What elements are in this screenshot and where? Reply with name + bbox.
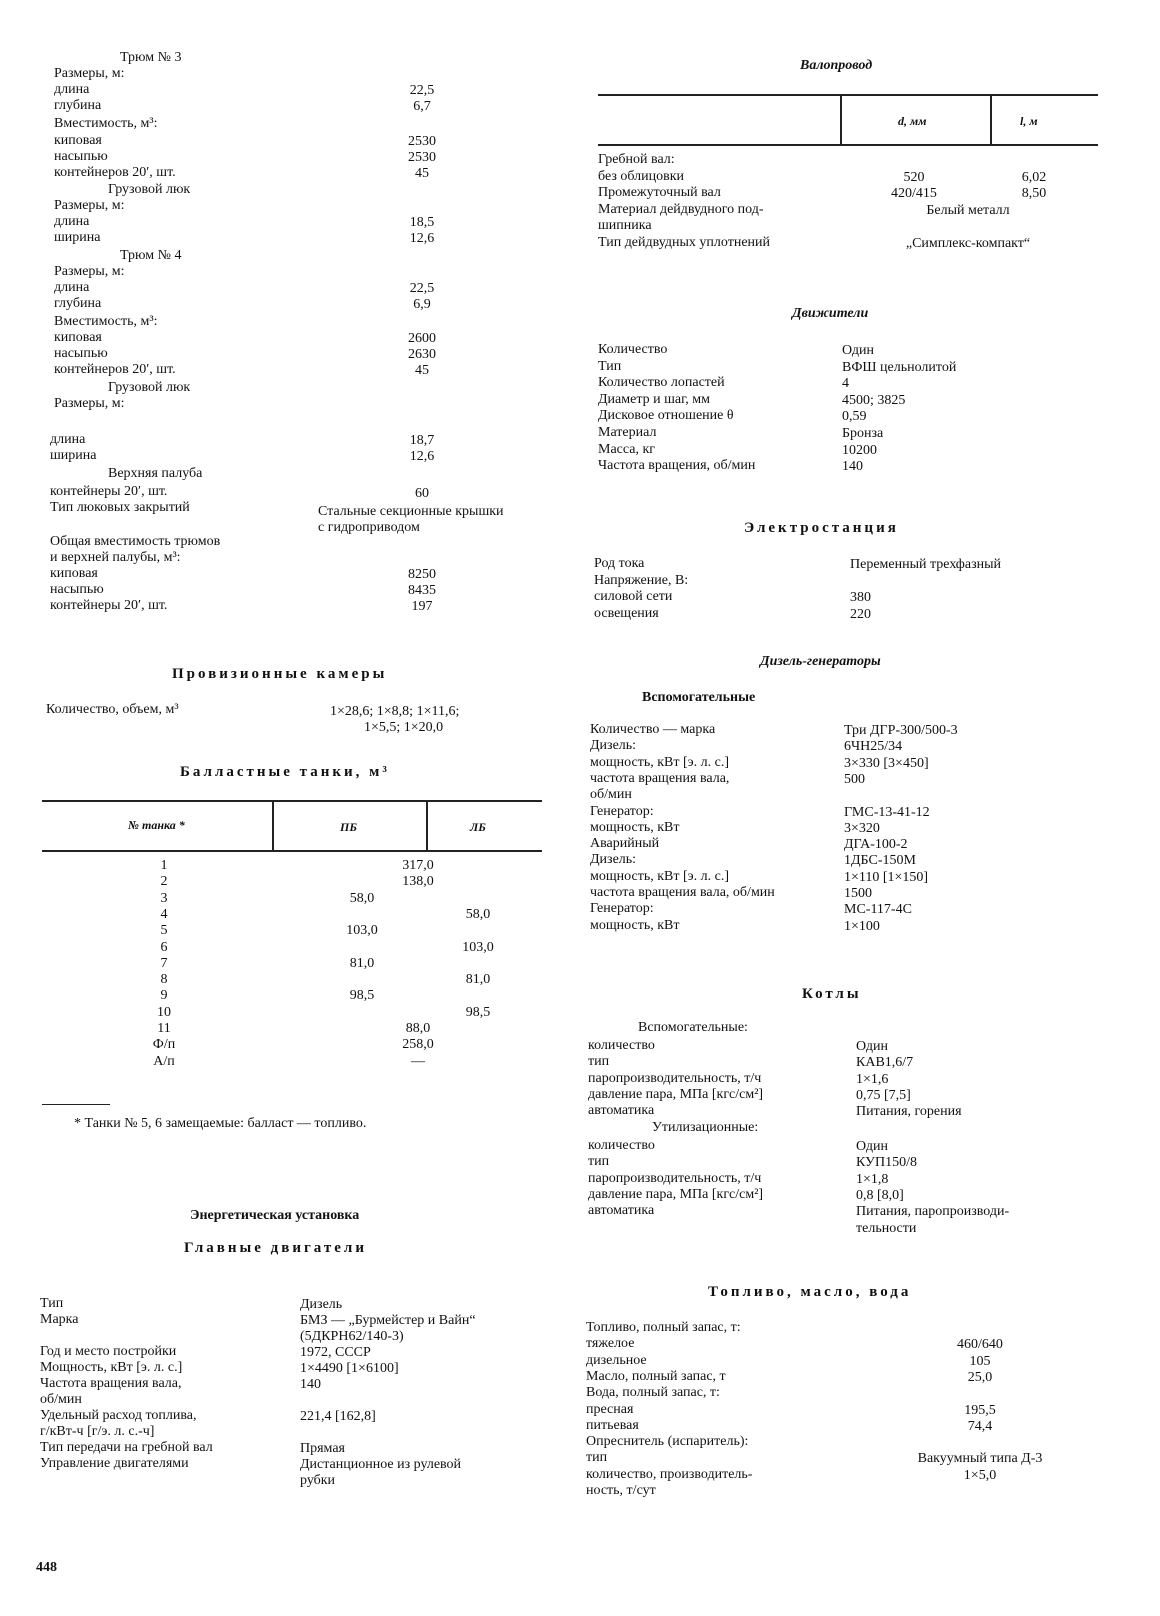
power-rows-label: г/кВт-ч [г/э. л. с.-ч] xyxy=(40,1424,155,1439)
propulsor-rows-label: Количество лопастей xyxy=(598,375,725,391)
power-plant-rows-value: 220 xyxy=(850,606,871,622)
gensets-aux-title: Вспомогательные xyxy=(642,690,756,705)
hatch-type-value-1: Стальные секционные крышки xyxy=(318,504,504,519)
genset-rows-value: 6ЧН25/34 xyxy=(844,739,903,755)
boiler-util-rows-value: КУП150/8 xyxy=(856,1155,917,1171)
propulsor-rows-value: Один xyxy=(842,343,875,358)
genset-rows-label: Генератор: xyxy=(590,803,654,819)
shafting-row-label: Тип дейдвудных уплотнений xyxy=(598,234,771,250)
total-label-1: Общая вместимость трюмов xyxy=(50,534,221,549)
ballast-cell-c: 317,0 xyxy=(402,858,434,873)
fuel-rows-value: Вакуумный типа Д-3 xyxy=(917,1451,1043,1467)
hold4-hatch-label: ширина xyxy=(50,448,97,463)
genset-rows-value: 3×330 [3×450] xyxy=(844,755,929,771)
shafting-heading: Валопровод xyxy=(800,58,873,73)
genset-rows-label: Генератор: xyxy=(590,901,654,917)
propulsor-rows-value: Бронза xyxy=(842,426,884,441)
hold4-cap-value: 45 xyxy=(415,363,429,378)
power-plant-rows-label: Род тока xyxy=(594,556,645,571)
ballast-header-lb: ЛБ xyxy=(470,820,486,834)
ballast-cell-pb: 103,0 xyxy=(346,923,378,939)
ballast-top-rule xyxy=(42,800,542,802)
fuel-rows-value: 25,0 xyxy=(967,1369,993,1385)
hold3-cap-label: киповая xyxy=(54,133,102,148)
propulsor-rows-label: Частота вращения, об/мин xyxy=(598,458,756,474)
fuel-rows-value: 105 xyxy=(969,1353,991,1369)
ballast-cell-pb: 81,0 xyxy=(349,955,375,971)
power-plant-rows-label: силовой сети xyxy=(594,589,673,604)
hold4-cap-label: насыпью xyxy=(54,346,108,361)
propulsor-rows-label: Материал xyxy=(598,425,657,440)
hold4-capacity-label: Вместимость, м³: xyxy=(54,314,158,329)
boiler-util-rows-value: 0,8 [8,0] xyxy=(856,1187,904,1203)
shafting-row-label: без облицовки xyxy=(598,168,685,184)
boiler-aux-rows-label: паропроизводительность, т/ч xyxy=(588,1070,762,1086)
total-rows-label: киповая xyxy=(50,566,98,581)
boilers-util-title: Утилизационные: xyxy=(652,1120,759,1135)
hold4-rows-label: глубина xyxy=(54,296,102,311)
power-rows-label: Управление двигателями xyxy=(40,1456,189,1471)
fuel-heading: Топливо, масло, вода xyxy=(708,1284,912,1300)
shafting-row-label: Материал дейдвудного под- xyxy=(598,201,764,217)
fuel-rows-value: 195,5 xyxy=(964,1402,996,1418)
shafting-header-l: l, м xyxy=(1020,114,1038,128)
genset-rows-value: МС-117-4С xyxy=(844,902,912,918)
shafting-row-d: Белый металл xyxy=(926,202,1010,218)
fuel-rows-label: пресная xyxy=(586,1401,634,1417)
propulsor-rows-label: Масса, кг xyxy=(598,441,656,457)
boiler-util-rows-value: Питания, паропроизводи- xyxy=(856,1204,1010,1220)
ballast-cell-c: 88,0 xyxy=(405,1021,431,1036)
boiler-aux-rows-value: КАВ1,6/7 xyxy=(856,1055,914,1071)
ballast-col-divider-1 xyxy=(272,800,274,850)
ballast-header-rule xyxy=(42,850,542,852)
ballast-cell-c: 138,0 xyxy=(402,874,434,890)
propulsor-rows-value: 10200 xyxy=(842,442,877,458)
power-rows-label: Мощность, кВт [э. л. с.] xyxy=(40,1360,183,1375)
ballast-cell-n: 6 xyxy=(160,939,168,955)
boiler-util-rows-value: 1×1,8 xyxy=(856,1171,889,1187)
hatch-type-label: Тип люковых закрытий xyxy=(50,500,190,515)
shafting-col-divider-2 xyxy=(990,94,992,144)
ballast-cell-lb: 81,0 xyxy=(465,972,491,988)
ballast-cell-c: — xyxy=(411,1053,425,1069)
power-plant-heading: Электростанция xyxy=(744,520,899,536)
hold3-sizes-label: Размеры, м: xyxy=(54,66,125,81)
boiler-aux-rows-value: Питания, горения xyxy=(856,1104,962,1120)
fuel-rows-value: 1×5,0 xyxy=(963,1467,997,1483)
genset-rows-label: мощность, кВт xyxy=(590,917,680,933)
power-rows-value: рубки xyxy=(300,1473,336,1488)
hold3-hatch-sizes-label: Размеры, м: xyxy=(54,198,125,213)
propulsors-heading: Движители xyxy=(792,306,869,321)
power-rows-value: Дистанционное из рулевой xyxy=(300,1457,462,1472)
power-plant-rows-value: 380 xyxy=(850,590,871,605)
hold3-rows-value: 6,7 xyxy=(413,99,431,114)
power-plant-rows-label: освещения xyxy=(594,605,659,621)
hold3-hatch-label: длина xyxy=(54,214,90,229)
ballast-cell-n: 5 xyxy=(160,923,168,939)
total-rows-value: 197 xyxy=(411,599,433,614)
power-rows-label: Год и место постройки xyxy=(40,1344,177,1359)
hold4-sizes-label: Размеры, м: xyxy=(54,264,125,279)
hold3-hatch-value: 12,6 xyxy=(409,231,435,246)
hold4-cap-label: киповая xyxy=(54,330,102,345)
provision-heading: Провизионные камеры xyxy=(172,666,388,682)
boiler-util-rows-value: Один xyxy=(856,1139,889,1154)
power-rows-label: Тип xyxy=(40,1296,64,1311)
shafting-row-d: 420/415 xyxy=(891,186,937,201)
propulsor-rows-value: 4 xyxy=(842,376,849,392)
ballast-footnote: * Танки № 5, 6 замещаемые: балласт — топливо. xyxy=(74,1116,367,1131)
provision-value-1: 1×28,6; 1×8,8; 1×11,6; xyxy=(330,704,460,719)
shafting-header-d: d, мм xyxy=(898,114,927,128)
hold3-title: Трюм № 3 xyxy=(120,50,182,65)
fuel-rows-value: 460/640 xyxy=(957,1337,1003,1353)
shafting-row-l: 6,02 xyxy=(1021,169,1047,185)
boiler-util-rows-label: тип xyxy=(588,1154,610,1170)
genset-rows-label: мощность, кВт [э. л. с.] xyxy=(590,754,729,770)
hold4-rows-label: длина xyxy=(54,280,90,295)
ballast-cell-n: 9 xyxy=(160,988,168,1004)
boiler-util-rows-label: давление пара, МПа [кгс/см²] xyxy=(588,1186,764,1202)
hold4-title: Трюм № 4 xyxy=(120,248,182,263)
hold4-cap-label: контейнеров 20′, шт. xyxy=(54,362,176,377)
ballast-cell-n: 1 xyxy=(160,858,168,873)
hatch-type-value-2: с гидроприводом xyxy=(318,520,420,535)
propulsor-rows-value: 140 xyxy=(842,459,863,475)
genset-rows-label: Количество — марка xyxy=(590,722,716,737)
power-rows-label: Частота вращения вала, xyxy=(40,1376,182,1391)
hold4-hatch-value: 18,7 xyxy=(409,433,435,448)
ballast-cell-n: 2 xyxy=(160,874,168,890)
genset-rows-value: 1500 xyxy=(844,886,872,901)
deck-title: Верхняя палуба xyxy=(108,466,203,481)
genset-rows-value: 1ДБС-150М xyxy=(844,853,916,869)
propulsor-rows-value: 4500; 3825 xyxy=(842,392,906,408)
ballast-cell-lb: 58,0 xyxy=(465,906,491,922)
power-rows-value: 140 xyxy=(300,1377,321,1392)
fuel-rows-label: Топливо, полный запас, т: xyxy=(586,1320,741,1335)
genset-rows-label: мощность, кВт xyxy=(590,819,680,835)
deck-containers-label: контейнеры 20′, шт. xyxy=(50,484,168,499)
power-rows-value: Дизель xyxy=(300,1297,343,1312)
total-rows-value: 8250 xyxy=(408,567,436,582)
shafting-row-d: 520 xyxy=(903,169,925,185)
ballast-cell-n: А/п xyxy=(153,1053,175,1069)
genset-rows-value: 500 xyxy=(844,771,865,787)
ballast-col-divider-2 xyxy=(426,800,428,850)
boiler-util-rows-label: количество xyxy=(588,1138,655,1153)
engines-heading: Главные двигатели xyxy=(184,1240,367,1256)
ballast-cell-n: 8 xyxy=(160,972,168,988)
shafting-row-l: 8,50 xyxy=(1021,186,1047,201)
genset-rows-label: об/мин xyxy=(590,787,632,803)
power-rows-label: Тип передачи на гребной вал xyxy=(40,1440,213,1455)
hold3-hatch-title: Грузовой люк xyxy=(108,182,191,197)
hold4-cap-value: 2630 xyxy=(408,347,436,362)
shafting-row-label: Гребной вал: xyxy=(598,152,675,167)
shafting-header-rule xyxy=(598,144,1098,146)
boilers-aux-title: Вспомогательные: xyxy=(638,1020,748,1035)
fuel-rows-label: количество, производитель- xyxy=(586,1466,753,1482)
hold4-hatch-value: 12,6 xyxy=(409,449,435,464)
propulsor-rows-label: Дисковое отношение θ xyxy=(598,408,734,424)
total-rows-label: насыпью xyxy=(50,582,104,597)
ballast-cell-lb: 103,0 xyxy=(462,939,494,955)
deck-containers-value: 60 xyxy=(415,486,429,501)
propulsor-rows-label: Количество xyxy=(598,342,668,357)
provision-label: Количество, объем, м³ xyxy=(46,702,179,717)
power-rows-value: Прямая xyxy=(300,1441,345,1456)
boiler-aux-rows-value: Один xyxy=(856,1039,889,1054)
hold3-capacity-label: Вместимость, м³: xyxy=(54,116,158,131)
shafting-row-label: Промежуточный вал xyxy=(598,185,721,200)
propulsor-rows-label: Тип xyxy=(598,358,622,374)
gensets-heading: Дизель-генераторы xyxy=(760,654,881,669)
power-plant-rows-label: Напряжение, В: xyxy=(594,572,689,588)
hold3-cap-value: 45 xyxy=(415,166,429,181)
fuel-rows-label: Опреснитель (испаритель): xyxy=(586,1434,749,1450)
genset-rows-label: Дизель: xyxy=(590,738,637,754)
hold3-hatch-label: ширина xyxy=(54,230,101,245)
hold3-cap-value: 2530 xyxy=(408,134,436,149)
total-rows-value: 8435 xyxy=(408,583,436,598)
genset-rows-value: 3×320 xyxy=(844,820,880,836)
shafting-col-divider-1 xyxy=(840,94,842,144)
boiler-util-rows-value: тельности xyxy=(856,1220,917,1236)
shafting-top-rule xyxy=(598,94,1098,96)
fuel-rows-label: ность, т/сут xyxy=(586,1483,656,1498)
hold4-hatch-label: длина xyxy=(50,432,86,447)
power-rows-value: 1×4490 [1×6100] xyxy=(300,1361,399,1376)
genset-rows-value: ДГА-100-2 xyxy=(844,837,908,853)
fuel-rows-label: питьевая xyxy=(586,1417,639,1433)
genset-rows-value: ГМС-13-41-12 xyxy=(844,804,930,820)
hold4-cap-value: 2600 xyxy=(408,331,436,346)
ballast-header-tank: № танка * xyxy=(128,818,185,832)
boiler-util-rows-label: паропроизводительность, т/ч xyxy=(588,1170,762,1186)
ballast-cell-pb: 98,5 xyxy=(349,988,375,1004)
power-rows-value: 1972, СССР xyxy=(300,1345,371,1360)
genset-rows-value: 1×110 [1×150] xyxy=(844,869,929,885)
fuel-rows-label: дизельное xyxy=(586,1352,647,1368)
total-rows-label: контейнеры 20′, шт. xyxy=(50,598,168,613)
ballast-cell-pb: 58,0 xyxy=(349,890,375,906)
propulsor-rows-value: ВФШ цельнолитой xyxy=(842,359,957,375)
ballast-header-pb: ПБ xyxy=(340,820,357,834)
fuel-rows-value: 74,4 xyxy=(967,1418,993,1434)
boiler-aux-rows-label: тип xyxy=(588,1054,610,1070)
power-rows-value: (5ДКРН62/140-3) xyxy=(300,1329,404,1344)
hold3-cap-label: насыпью xyxy=(54,149,108,164)
ballast-cell-n: 7 xyxy=(160,955,168,971)
boiler-aux-rows-value: 0,75 [7,5] xyxy=(856,1087,911,1103)
fuel-rows-label: Вода, полный запас, т: xyxy=(586,1385,720,1401)
hold3-rows-label: глубина xyxy=(54,98,102,113)
page-number: 448 xyxy=(36,1560,57,1575)
boiler-aux-rows-label: количество xyxy=(588,1038,655,1053)
hold4-hatch-sizes-label: Размеры, м: xyxy=(54,396,125,411)
fuel-rows-label: тип xyxy=(586,1450,608,1466)
hold4-rows-value: 22,5 xyxy=(409,281,435,296)
fuel-rows-label: Масло, полный запас, т xyxy=(586,1368,726,1384)
genset-rows-value: 1×100 xyxy=(844,918,880,934)
ballast-cell-lb: 98,5 xyxy=(465,1004,491,1020)
shafting-row-d: „Симплекс-компакт“ xyxy=(905,235,1031,251)
hold3-rows-label: длина xyxy=(54,82,90,97)
ballast-cell-n: 10 xyxy=(157,1004,171,1020)
boiler-aux-rows-label: автоматика xyxy=(588,1103,655,1119)
hold4-hatch-title: Грузовой люк xyxy=(108,380,191,395)
propulsor-rows-label: Диаметр и шаг, мм xyxy=(598,391,710,407)
footnote-rule xyxy=(42,1104,110,1105)
genset-rows-label: мощность, кВт [э. л. с.] xyxy=(590,868,729,884)
ballast-cell-n: 4 xyxy=(160,906,168,922)
total-label-2: и верхней палубы, м³: xyxy=(50,550,181,565)
ballast-cell-n: 3 xyxy=(160,890,168,906)
hold4-rows-value: 6,9 xyxy=(413,297,431,312)
boiler-aux-rows-value: 1×1,6 xyxy=(856,1071,889,1087)
ballast-heading: Балластные танки, м³ xyxy=(180,764,390,780)
hold3-hatch-value: 18,5 xyxy=(409,215,435,230)
power-rows-label: Марка xyxy=(40,1312,79,1327)
power-rows-value: 221,4 [162,8] xyxy=(300,1409,376,1424)
shafting-row-label: шипника xyxy=(598,218,652,233)
genset-rows-label: частота вращения вала, xyxy=(590,770,730,786)
power-rows-value: БМЗ — „Бурмейстер и Вайн“ xyxy=(300,1313,476,1328)
genset-rows-value: Три ДГР-300/500-3 xyxy=(844,723,958,738)
boilers-heading: Котлы xyxy=(802,986,862,1002)
power-title: Энергетическая установка xyxy=(190,1208,360,1223)
power-rows-label: Удельный расход топлива, xyxy=(40,1408,197,1423)
provision-value-2: 1×5,5; 1×20,0 xyxy=(364,720,444,735)
propulsor-rows-value: 0,59 xyxy=(842,409,867,425)
boiler-util-rows-label: автоматика xyxy=(588,1203,655,1219)
hold3-cap-label: контейнеров 20′, шт. xyxy=(54,165,176,180)
power-plant-rows-value: Переменный трехфазный xyxy=(850,557,1001,572)
fuel-rows-label: тяжелое xyxy=(586,1336,635,1352)
ballast-cell-c: 258,0 xyxy=(402,1037,434,1053)
ballast-cell-n: Ф/п xyxy=(152,1037,176,1053)
genset-rows-label: частота вращения вала, об/мин xyxy=(590,885,775,900)
power-rows-label: об/мин xyxy=(40,1392,82,1407)
hold3-rows-value: 22,5 xyxy=(409,83,435,98)
genset-rows-label: Аварийный xyxy=(590,836,660,852)
hold3-cap-value: 2530 xyxy=(408,150,436,165)
boiler-aux-rows-label: давление пара, МПа [кгс/см²] xyxy=(588,1086,764,1102)
genset-rows-label: Дизель: xyxy=(590,852,637,868)
ballast-cell-n: 11 xyxy=(157,1021,171,1036)
